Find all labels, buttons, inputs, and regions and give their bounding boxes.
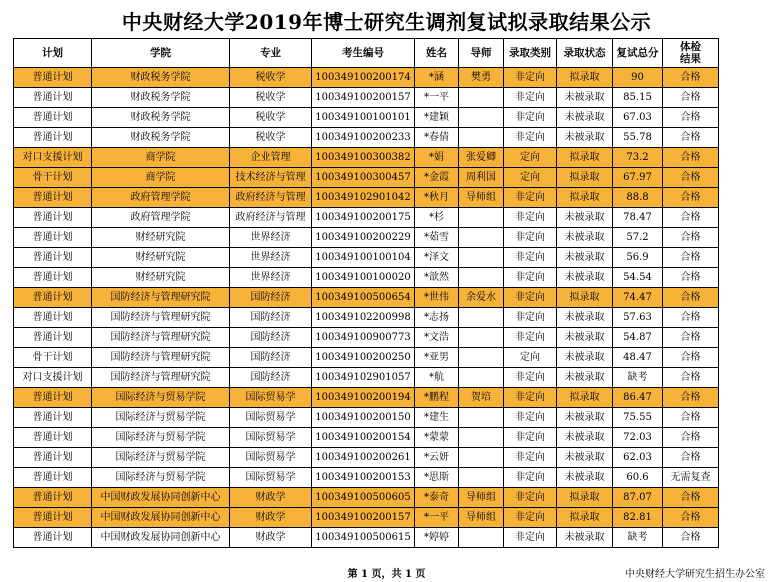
- cell-candidate-id: 100349100200175: [312, 208, 415, 228]
- cell-major: 国际贸易学: [230, 448, 312, 468]
- cell-major: 国际贸易学: [230, 408, 312, 428]
- cell-supervisor: [459, 268, 504, 288]
- cell-total-score: 60.6: [613, 468, 663, 488]
- cell-admission-type: 非定向: [504, 408, 557, 428]
- cell-plan: 普通计划: [14, 288, 92, 308]
- cell-admission-type: 非定向: [504, 108, 557, 128]
- cell-physical-exam: 合格: [663, 288, 719, 308]
- cell-name: *建颖: [415, 108, 459, 128]
- cell-name: *鹏程: [415, 388, 459, 408]
- cell-school: 国际经济与贸易学院: [92, 448, 230, 468]
- cell-admission-status: 未被录取: [557, 268, 613, 288]
- cell-admission-type: 非定向: [504, 128, 557, 148]
- cell-supervisor: 樊勇: [459, 68, 504, 88]
- cell-plan: 普通计划: [14, 268, 92, 288]
- cell-admission-type: 非定向: [504, 228, 557, 248]
- cell-major: 税收学: [230, 68, 312, 88]
- table-row: [14, 68, 719, 88]
- cell-supervisor: [459, 428, 504, 448]
- cell-admission-type: 非定向: [504, 188, 557, 208]
- cell-candidate-id: 100349100200250: [312, 348, 415, 368]
- table-row: [14, 268, 719, 288]
- cell-school: 中国财政发展协同创新中心: [92, 508, 230, 528]
- table-row: [14, 348, 719, 368]
- cell-candidate-id: 100349100200229: [312, 228, 415, 248]
- cell-physical-exam: 合格: [663, 168, 719, 188]
- cell-supervisor: [459, 88, 504, 108]
- cell-supervisor: [459, 108, 504, 128]
- cell-admission-type: 非定向: [504, 508, 557, 528]
- table-row: [14, 208, 719, 228]
- table-row: [14, 168, 719, 188]
- cell-candidate-id: 100349100200261: [312, 448, 415, 468]
- col-header-admission-type: 录取类别: [504, 39, 557, 68]
- cell-supervisor: [459, 368, 504, 388]
- cell-major: 财政学: [230, 528, 312, 548]
- cell-candidate-id: 100349100100101: [312, 108, 415, 128]
- cell-physical-exam: 合格: [663, 128, 719, 148]
- cell-candidate-id: 100349100200157: [312, 88, 415, 108]
- results-table: [13, 38, 719, 548]
- cell-supervisor: [459, 448, 504, 468]
- cell-total-score: 54.54: [613, 268, 663, 288]
- cell-total-score: 57.2: [613, 228, 663, 248]
- cell-total-score: 54.87: [613, 328, 663, 348]
- cell-name: *娟: [415, 148, 459, 168]
- cell-supervisor: [459, 308, 504, 328]
- cell-physical-exam: 合格: [663, 488, 719, 508]
- cell-admission-type: 非定向: [504, 448, 557, 468]
- cell-candidate-id: 100349100200174: [312, 68, 415, 88]
- cell-plan: 普通计划: [14, 228, 92, 248]
- cell-school: 国防经济与管理研究院: [92, 368, 230, 388]
- cell-physical-exam: 合格: [663, 328, 719, 348]
- table-row: [14, 328, 719, 348]
- cell-major: 政府经济与管理: [230, 208, 312, 228]
- cell-candidate-id: 100349100100020: [312, 268, 415, 288]
- table-row: [14, 408, 719, 428]
- cell-plan: 普通计划: [14, 508, 92, 528]
- cell-total-score: 57.63: [613, 308, 663, 328]
- cell-name: *云妍: [415, 448, 459, 468]
- cell-name: *蒙蒙: [415, 428, 459, 448]
- col-header-candidate-id: 考生编号: [312, 39, 415, 68]
- cell-supervisor: [459, 328, 504, 348]
- cell-supervisor: [459, 348, 504, 368]
- cell-admission-status: 拟录取: [557, 488, 613, 508]
- cell-major: 国防经济: [230, 288, 312, 308]
- cell-name: *泰奇: [415, 488, 459, 508]
- cell-admission-status: 未被录取: [557, 348, 613, 368]
- page-number: 第 1 页，共 1 页: [347, 569, 426, 580]
- cell-admission-type: 非定向: [504, 268, 557, 288]
- table-row: [14, 388, 719, 408]
- cell-admission-type: 非定向: [504, 88, 557, 108]
- cell-supervisor: 导师组: [459, 188, 504, 208]
- cell-admission-status: 未被录取: [557, 328, 613, 348]
- cell-school: 商学院: [92, 168, 230, 188]
- cell-candidate-id: 100349102901057: [312, 368, 415, 388]
- cell-admission-status: 未被录取: [557, 128, 613, 148]
- cell-admission-type: 非定向: [504, 428, 557, 448]
- cell-physical-exam: 合格: [663, 228, 719, 248]
- cell-admission-status: 拟录取: [557, 508, 613, 528]
- table-row: [14, 528, 719, 548]
- cell-physical-exam: 合格: [663, 448, 719, 468]
- cell-physical-exam: 合格: [663, 368, 719, 388]
- col-header-physical-exam: 体检 结果: [663, 39, 719, 68]
- cell-supervisor: 贺培: [459, 388, 504, 408]
- cell-plan: 普通计划: [14, 248, 92, 268]
- col-header-name: 姓名: [415, 39, 459, 68]
- cell-school: 国防经济与管理研究院: [92, 288, 230, 308]
- col-header-plan: 计划: [14, 39, 92, 68]
- cell-major: 企业管理: [230, 148, 312, 168]
- cell-admission-status: 未被录取: [557, 408, 613, 428]
- cell-supervisor: [459, 468, 504, 488]
- cell-school: 国防经济与管理研究院: [92, 328, 230, 348]
- cell-school: 财经研究院: [92, 268, 230, 288]
- cell-plan: 普通计划: [14, 448, 92, 468]
- col-header-supervisor: 导师: [459, 39, 504, 68]
- cell-supervisor: [459, 208, 504, 228]
- cell-name: *杉: [415, 208, 459, 228]
- cell-plan: 普通计划: [14, 488, 92, 508]
- cell-admission-status: 未被录取: [557, 88, 613, 108]
- cell-major: 国际贸易学: [230, 428, 312, 448]
- cell-total-score: 62.03: [613, 448, 663, 468]
- cell-candidate-id: 100349100500605: [312, 488, 415, 508]
- cell-physical-exam: 合格: [663, 148, 719, 168]
- cell-physical-exam: 合格: [663, 508, 719, 528]
- cell-admission-status: 拟录取: [557, 288, 613, 308]
- cell-candidate-id: 100349100200157: [312, 508, 415, 528]
- cell-total-score: 缺考: [613, 528, 663, 548]
- cell-admission-type: 定向: [504, 148, 557, 168]
- cell-major: 国防经济: [230, 308, 312, 328]
- cell-candidate-id: 100349100500615: [312, 528, 415, 548]
- col-header-total-score: 复试总分: [613, 39, 663, 68]
- cell-total-score: 73.2: [613, 148, 663, 168]
- cell-name: *金霞: [415, 168, 459, 188]
- cell-supervisor: [459, 408, 504, 428]
- cell-name: *茹雪: [415, 228, 459, 248]
- cell-major: 世界经济: [230, 228, 312, 248]
- cell-plan: 普通计划: [14, 328, 92, 348]
- cell-school: 财政税务学院: [92, 88, 230, 108]
- cell-total-score: 78.47: [613, 208, 663, 228]
- cell-supervisor: 余爱水: [459, 288, 504, 308]
- cell-plan: 骨干计划: [14, 348, 92, 368]
- cell-major: 国防经济: [230, 348, 312, 368]
- cell-major: 国际贸易学: [230, 468, 312, 488]
- cell-physical-exam: 合格: [663, 88, 719, 108]
- cell-plan: 普通计划: [14, 108, 92, 128]
- cell-admission-status: 未被录取: [557, 528, 613, 548]
- cell-supervisor: 周利国: [459, 168, 504, 188]
- cell-school: 国防经济与管理研究院: [92, 308, 230, 328]
- cell-admission-status: 未被录取: [557, 248, 613, 268]
- table-row: [14, 488, 719, 508]
- cell-physical-exam: 无需复查: [663, 468, 719, 488]
- cell-name: *世伟: [415, 288, 459, 308]
- cell-school: 国防经济与管理研究院: [92, 348, 230, 368]
- cell-plan: 普通计划: [14, 408, 92, 428]
- cell-major: 国防经济: [230, 368, 312, 388]
- cell-admission-status: 拟录取: [557, 148, 613, 168]
- cell-total-score: 82.81: [613, 508, 663, 528]
- cell-admission-status: 拟录取: [557, 388, 613, 408]
- cell-name: *泽文: [415, 248, 459, 268]
- cell-school: 国际经济与贸易学院: [92, 408, 230, 428]
- cell-candidate-id: 100349100900773: [312, 328, 415, 348]
- cell-candidate-id: 100349100200233: [312, 128, 415, 148]
- table-row: [14, 428, 719, 448]
- cell-total-score: 55.78: [613, 128, 663, 148]
- cell-name: *亚男: [415, 348, 459, 368]
- cell-candidate-id: 100349100200150: [312, 408, 415, 428]
- table-row: [14, 308, 719, 328]
- cell-candidate-id: 100349102200998: [312, 308, 415, 328]
- cell-candidate-id: 100349100200153: [312, 468, 415, 488]
- cell-school: 政府管理学院: [92, 208, 230, 228]
- cell-admission-type: 非定向: [504, 528, 557, 548]
- table-row: [14, 468, 719, 488]
- cell-name: *志扬: [415, 308, 459, 328]
- cell-admission-status: 未被录取: [557, 208, 613, 228]
- cell-name: *建生: [415, 408, 459, 428]
- cell-supervisor: [459, 528, 504, 548]
- cell-admission-status: 拟录取: [557, 188, 613, 208]
- cell-candidate-id: 100349100300457: [312, 168, 415, 188]
- cell-total-score: 75.55: [613, 408, 663, 428]
- cell-admission-status: 拟录取: [557, 168, 613, 188]
- cell-name: *思斯: [415, 468, 459, 488]
- cell-supervisor: [459, 228, 504, 248]
- cell-supervisor: [459, 248, 504, 268]
- table-row: [14, 188, 719, 208]
- cell-plan: 对口支援计划: [14, 148, 92, 168]
- cell-physical-exam: 合格: [663, 188, 719, 208]
- cell-physical-exam: 合格: [663, 428, 719, 448]
- cell-admission-status: 未被录取: [557, 228, 613, 248]
- cell-physical-exam: 合格: [663, 408, 719, 428]
- cell-physical-exam: 合格: [663, 248, 719, 268]
- cell-admission-type: 非定向: [504, 68, 557, 88]
- cell-school: 国际经济与贸易学院: [92, 468, 230, 488]
- cell-plan: 普通计划: [14, 208, 92, 228]
- cell-admission-status: 拟录取: [557, 68, 613, 88]
- page-title: 中央财经大学2019年博士研究生调剂复试拟录取结果公示: [121, 10, 652, 34]
- cell-major: 国际贸易学: [230, 388, 312, 408]
- cell-admission-status: 未被录取: [557, 468, 613, 488]
- cell-admission-status: 未被录取: [557, 308, 613, 328]
- cell-admission-status: 未被录取: [557, 108, 613, 128]
- cell-name: *秋月: [415, 188, 459, 208]
- cell-school: 国际经济与贸易学院: [92, 388, 230, 408]
- cell-major: 世界经济: [230, 248, 312, 268]
- cell-admission-type: 非定向: [504, 388, 557, 408]
- cell-admission-type: 非定向: [504, 308, 557, 328]
- cell-admission-type: 非定向: [504, 368, 557, 388]
- cell-admission-type: 非定向: [504, 248, 557, 268]
- office-name: 中央财经大学研究生招生办公室: [625, 569, 765, 580]
- cell-plan: 普通计划: [14, 468, 92, 488]
- cell-plan: 普通计划: [14, 68, 92, 88]
- cell-name: *婷婷: [415, 528, 459, 548]
- cell-physical-exam: 合格: [663, 348, 719, 368]
- header-row: [14, 39, 719, 68]
- cell-candidate-id: 100349100300382: [312, 148, 415, 168]
- cell-name: *一平: [415, 88, 459, 108]
- col-header-school: 学院: [92, 39, 230, 68]
- cell-physical-exam: 合格: [663, 68, 719, 88]
- cell-major: 国防经济: [230, 328, 312, 348]
- table-row: [14, 108, 719, 128]
- table-row: [14, 228, 719, 248]
- cell-physical-exam: 合格: [663, 208, 719, 228]
- table-row: [14, 508, 719, 528]
- cell-plan: 普通计划: [14, 188, 92, 208]
- cell-name: *春倩: [415, 128, 459, 148]
- cell-admission-type: 非定向: [504, 488, 557, 508]
- cell-total-score: 56.9: [613, 248, 663, 268]
- table-row: [14, 88, 719, 108]
- cell-total-score: 86.47: [613, 388, 663, 408]
- cell-plan: 对口支援计划: [14, 368, 92, 388]
- cell-name: *涵: [415, 68, 459, 88]
- table-row: [14, 288, 719, 308]
- cell-name: *歆然: [415, 268, 459, 288]
- cell-supervisor: 导师组: [459, 508, 504, 528]
- cell-admission-type: 非定向: [504, 468, 557, 488]
- cell-school: 财经研究院: [92, 248, 230, 268]
- cell-admission-status: 未被录取: [557, 428, 613, 448]
- cell-major: 财政学: [230, 488, 312, 508]
- cell-plan: 普通计划: [14, 308, 92, 328]
- cell-admission-status: 未被录取: [557, 448, 613, 468]
- cell-plan: 普通计划: [14, 88, 92, 108]
- cell-admission-type: 非定向: [504, 288, 557, 308]
- cell-school: 国际经济与贸易学院: [92, 428, 230, 448]
- cell-plan: 普通计划: [14, 388, 92, 408]
- cell-school: 商学院: [92, 148, 230, 168]
- cell-admission-type: 非定向: [504, 328, 557, 348]
- cell-admission-type: 定向: [504, 348, 557, 368]
- cell-physical-exam: 合格: [663, 388, 719, 408]
- cell-major: 税收学: [230, 88, 312, 108]
- cell-name: *航: [415, 368, 459, 388]
- cell-total-score: 90: [613, 68, 663, 88]
- cell-admission-type: 非定向: [504, 208, 557, 228]
- cell-candidate-id: 100349102901042: [312, 188, 415, 208]
- cell-candidate-id: 100349100200194: [312, 388, 415, 408]
- cell-total-score: 88.8: [613, 188, 663, 208]
- cell-physical-exam: 合格: [663, 308, 719, 328]
- cell-major: 政府经济与管理: [230, 188, 312, 208]
- col-header-admission-status: 录取状态: [557, 39, 613, 68]
- cell-school: 财政税务学院: [92, 108, 230, 128]
- cell-school: 财政税务学院: [92, 128, 230, 148]
- cell-total-score: 48.47: [613, 348, 663, 368]
- cell-physical-exam: 合格: [663, 528, 719, 548]
- table-row: [14, 448, 719, 468]
- table-row: [14, 248, 719, 268]
- cell-admission-type: 定向: [504, 168, 557, 188]
- cell-physical-exam: 合格: [663, 108, 719, 128]
- cell-major: 财政学: [230, 508, 312, 528]
- cell-major: 世界经济: [230, 268, 312, 288]
- table-row: [14, 368, 719, 388]
- cell-candidate-id: 100349100200154: [312, 428, 415, 448]
- cell-school: 政府管理学院: [92, 188, 230, 208]
- cell-school: 中国财政发展协同创新中心: [92, 488, 230, 508]
- cell-school: 财经研究院: [92, 228, 230, 248]
- cell-total-score: 缺考: [613, 368, 663, 388]
- cell-school: 中国财政发展协同创新中心: [92, 528, 230, 548]
- cell-total-score: 67.97: [613, 168, 663, 188]
- cell-supervisor: [459, 128, 504, 148]
- cell-plan: 普通计划: [14, 528, 92, 548]
- cell-candidate-id: 100349100100104: [312, 248, 415, 268]
- cell-supervisor: 导师组: [459, 488, 504, 508]
- cell-major: 税收学: [230, 108, 312, 128]
- cell-plan: 普通计划: [14, 428, 92, 448]
- cell-school: 财政税务学院: [92, 68, 230, 88]
- cell-plan: 普通计划: [14, 128, 92, 148]
- cell-major: 税收学: [230, 128, 312, 148]
- cell-physical-exam: 合格: [663, 268, 719, 288]
- cell-total-score: 67.03: [613, 108, 663, 128]
- cell-plan: 骨干计划: [14, 168, 92, 188]
- cell-name: *文浩: [415, 328, 459, 348]
- cell-total-score: 87.07: [613, 488, 663, 508]
- cell-total-score: 72.03: [613, 428, 663, 448]
- cell-total-score: 74.47: [613, 288, 663, 308]
- cell-name: *一平: [415, 508, 459, 528]
- cell-total-score: 85.15: [613, 88, 663, 108]
- cell-candidate-id: 100349100500654: [312, 288, 415, 308]
- table-row: [14, 128, 719, 148]
- cell-supervisor: 张爱卿: [459, 148, 504, 168]
- table-row: [14, 148, 719, 168]
- cell-major: 技术经济与管理: [230, 168, 312, 188]
- cell-admission-status: 未被录取: [557, 368, 613, 388]
- col-header-major: 专业: [230, 39, 312, 68]
